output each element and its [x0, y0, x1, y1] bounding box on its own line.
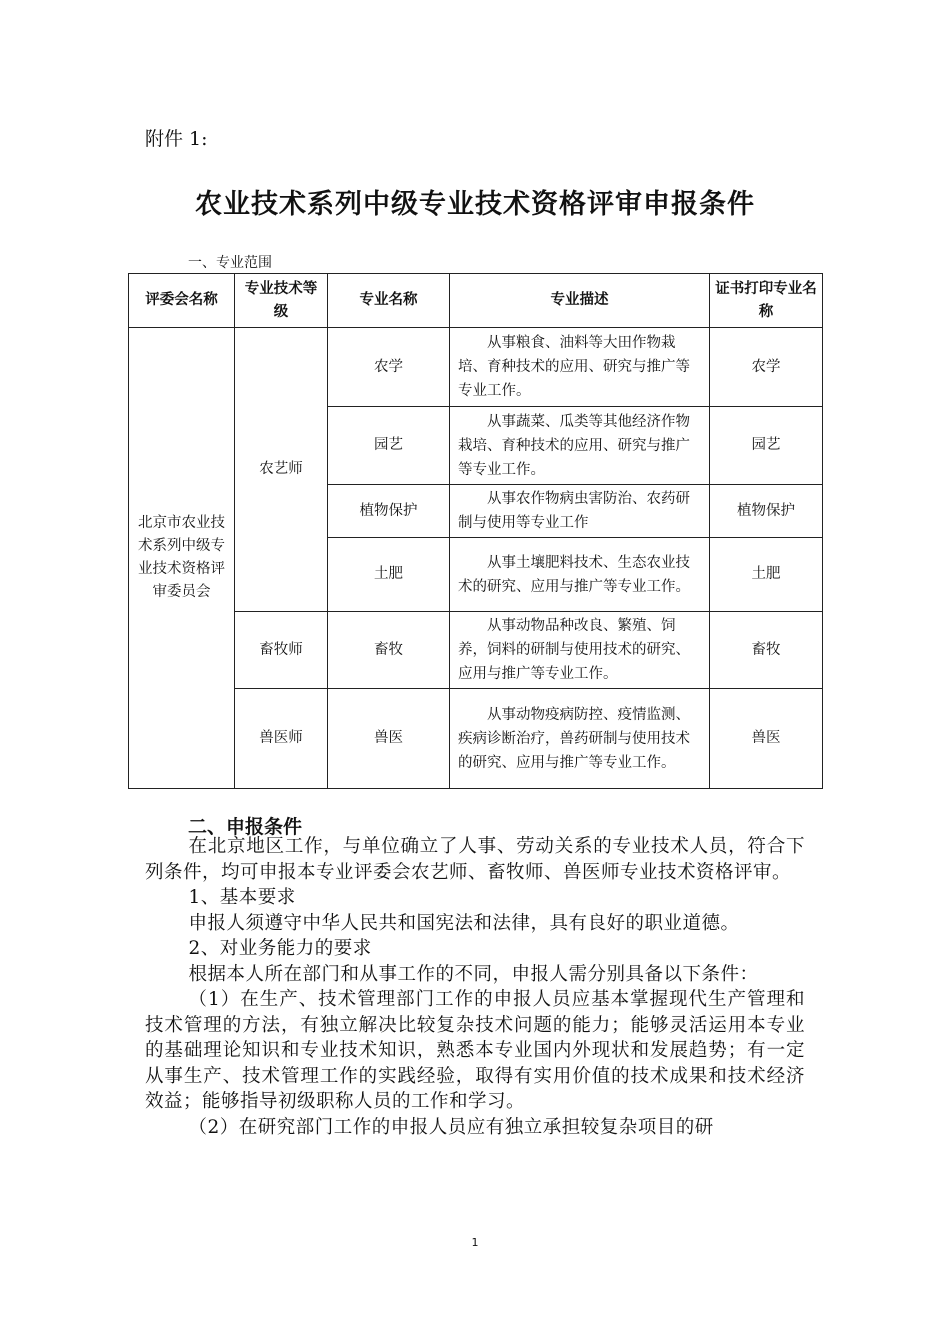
scope-table	[128, 273, 823, 789]
table-row	[129, 328, 823, 407]
section-heading-conditions: 二、申报条件	[188, 816, 303, 838]
cert-name-cell: 园艺	[710, 407, 823, 485]
document-title: 农业技术系列中级专业技术资格评审申报条件	[195, 189, 755, 220]
cert-name-cell: 植物保护	[710, 485, 823, 538]
major-desc-cell: 从事土壤肥料技术、生态农业技术的研究、应用与推广等专业工作。	[450, 538, 710, 612]
page-number: 1	[471, 1236, 479, 1249]
column-header: 专业描述	[450, 274, 710, 328]
major-desc-cell: 从事粮食、油料等大田作物栽培、育种技术的应用、研究与推广等专业工作。	[450, 328, 710, 407]
paragraph: 在北京地区工作，与单位确立了人事、劳动关系的专业技术人员，符合下列条件，均可申报本专业评委会农艺师、畜牧师、兽医师专业技术资格评审。	[145, 836, 805, 883]
column-header: 专业技术等 级	[235, 274, 328, 328]
paragraph: （1）在生产、技术管理部门工作的申报人员应基本掌握现代生产管理和技术管理的方法，有独立解决比较复杂技术问题的能力；能够灵活运用本专业的基础理论知识和专业技术知识，熟悉本专业国内外现状和发展趋势；有一定从事生产、技术管理工作的实践经验，取得有实用价值的技术成果和技术经济效益；能够指导初级职称人员的工作和学习。	[145, 989, 805, 1112]
grade-cell: 农艺师	[235, 328, 328, 612]
attachment-label: 附件 1:	[145, 128, 208, 150]
committee-name-cell: 北京市农业技术系列中级专业技术资格评审委员会	[129, 328, 235, 789]
conditions-body	[145, 834, 805, 1140]
cert-name-cell: 农学	[710, 328, 823, 407]
major-desc-cell: 从事农作物病虫害防治、农药研制与使用等专业工作	[450, 485, 710, 538]
major-desc-cell: 从事蔬菜、瓜类等其他经济作物栽培、育种技术的应用、研究与推广等专业工作。	[450, 407, 710, 485]
grade-cell: 兽医师	[235, 689, 328, 789]
paragraph: 2、对业务能力的要求	[188, 938, 372, 959]
column-header: 评委会名称	[129, 274, 235, 328]
paragraph: 1、基本要求	[188, 887, 296, 908]
cert-name-cell: 畜牧	[710, 612, 823, 689]
paragraph: 申报人须遵守中华人民共和国宪法和法律，具有良好的职业道德。	[188, 912, 740, 934]
column-header: 证书打印专业名称	[710, 274, 823, 328]
column-header: 专业名称	[328, 274, 450, 328]
major-desc-cell: 从事动物疫病防控、疫情监测、疾病诊断治疗，兽药研制与使用技术的研究、应用与推广等专业工作。	[450, 689, 710, 789]
cert-name-cell: 土肥	[710, 538, 823, 612]
section-heading-scope: 一、专业范围	[188, 255, 272, 271]
table-header-row	[129, 274, 823, 328]
major-name-cell: 园艺	[328, 407, 450, 485]
major-desc-cell: 从事动物品种改良、繁殖、饲养，饲料的研制与使用技术的研究、应用与推广等专业工作。	[450, 612, 710, 689]
paragraph: 根据本人所在部门和从事工作的不同，申报人需分别具备以下条件：	[188, 963, 759, 985]
cert-name-cell: 兽医	[710, 689, 823, 789]
paragraph: （2）在研究部门工作的申报人员应有独立承担较复杂项目的研	[188, 1116, 714, 1138]
grade-cell: 畜牧师	[235, 612, 328, 689]
major-name-cell: 植物保护	[328, 485, 450, 538]
major-name-cell: 畜牧	[328, 612, 450, 689]
major-name-cell: 土肥	[328, 538, 450, 612]
major-name-cell: 农学	[328, 328, 450, 407]
major-name-cell: 兽医	[328, 689, 450, 789]
